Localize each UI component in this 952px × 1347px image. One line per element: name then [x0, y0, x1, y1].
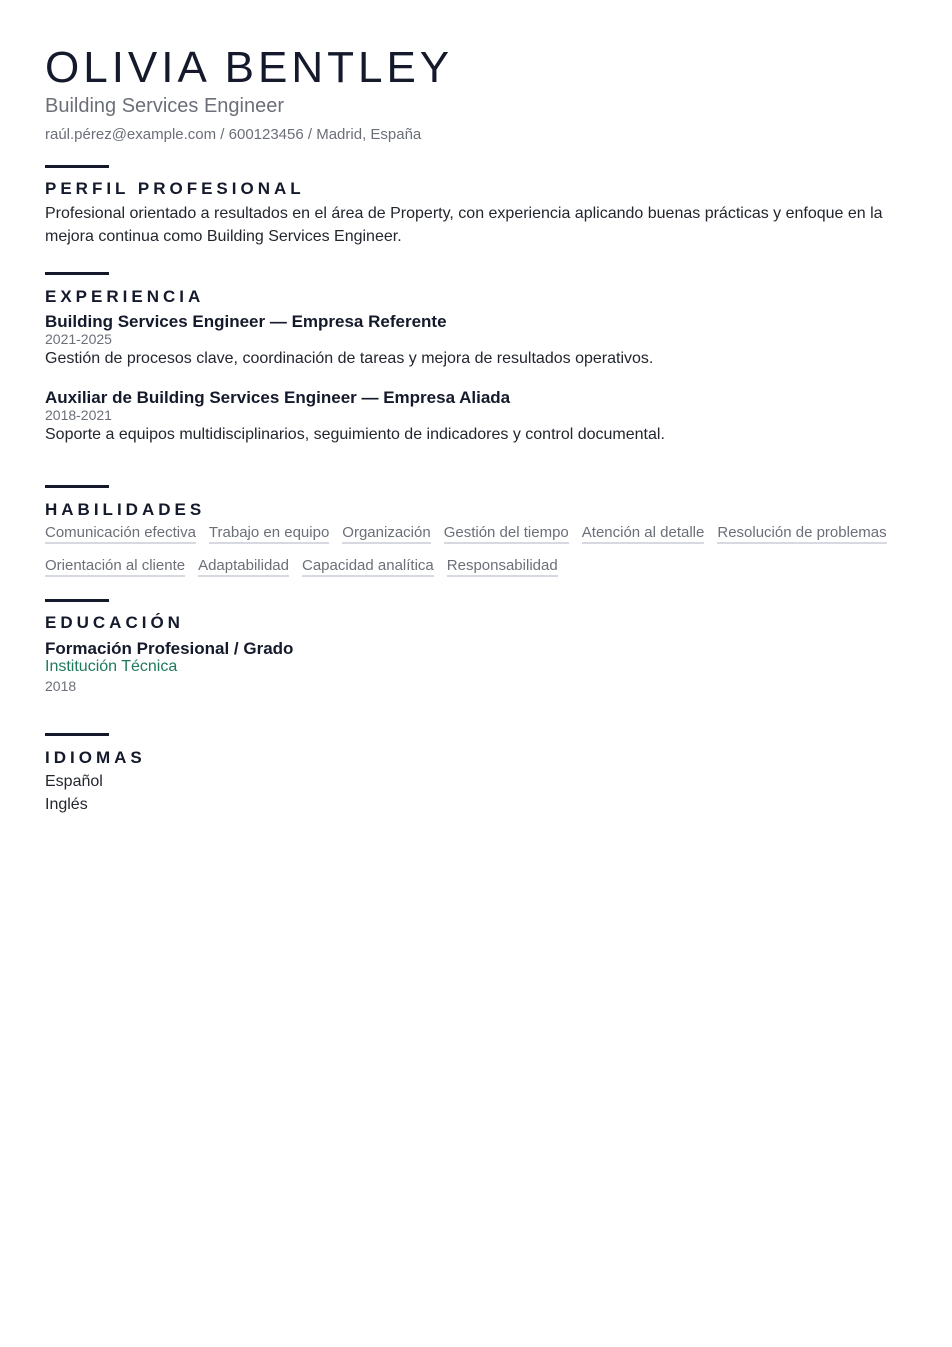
section-divider	[45, 272, 109, 275]
skill-tag: Responsabilidad	[447, 557, 558, 577]
profile-summary: Profesional orientado a resultados en el área de Property, con experiencia aplicando buenas prácticas y enfoque en la mejora continua como Building Services Engineer.	[45, 205, 883, 245]
skill-tag: Comunicación efectiva	[45, 524, 196, 544]
education-degree: Formación Profesional / Grado	[45, 639, 294, 658]
job-description: Gestión de procesos clave, coordinación de tareas y mejora de resultados operativos.	[45, 350, 654, 367]
section-divider	[45, 599, 109, 602]
education-section-title: EDUCACIÓN	[45, 613, 184, 632]
job-description: Soporte a equipos multidisciplinarios, seguimiento de indicadores y control documental.	[45, 426, 665, 443]
skill-tag: Resolución de problemas	[717, 524, 886, 544]
profile-section-title: PERFIL PROFESIONAL	[45, 179, 305, 198]
skills-list	[45, 524, 915, 577]
skill-tag: Orientación al cliente	[45, 557, 185, 577]
skill-tag: Trabajo en equipo	[209, 524, 329, 544]
contact-line: raúl.pérez@example.com / 600123456 / Madrid, España	[45, 126, 422, 143]
skill-tag: Gestión del tiempo	[444, 524, 569, 544]
candidate-role: Building Services Engineer	[45, 95, 285, 117]
skill-tag: Organización	[342, 524, 430, 544]
candidate-name: OLIVIA BENTLEY	[45, 43, 454, 92]
language-item: Español	[45, 773, 103, 790]
job-title: Building Services Engineer — Empresa Referente	[45, 312, 447, 331]
job-dates: 2021-2025	[45, 331, 112, 347]
experience-section-title: EXPERIENCIA	[45, 287, 205, 306]
language-item: Inglés	[45, 796, 88, 813]
job-dates: 2018-2021	[45, 407, 112, 423]
section-divider	[45, 165, 109, 168]
skill-tag: Adaptabilidad	[198, 557, 289, 577]
skill-tag: Atención al detalle	[582, 524, 705, 544]
education-institution: Institución Técnica	[45, 658, 178, 675]
section-divider	[45, 733, 109, 736]
skill-tag: Capacidad analítica	[302, 557, 434, 577]
skills-section-title: HABILIDADES	[45, 500, 206, 519]
job-title: Auxiliar de Building Services Engineer — Empresa Aliada	[45, 388, 511, 407]
section-divider	[45, 485, 109, 488]
languages-section-title: IDIOMAS	[45, 748, 146, 767]
education-year: 2018	[45, 678, 77, 694]
